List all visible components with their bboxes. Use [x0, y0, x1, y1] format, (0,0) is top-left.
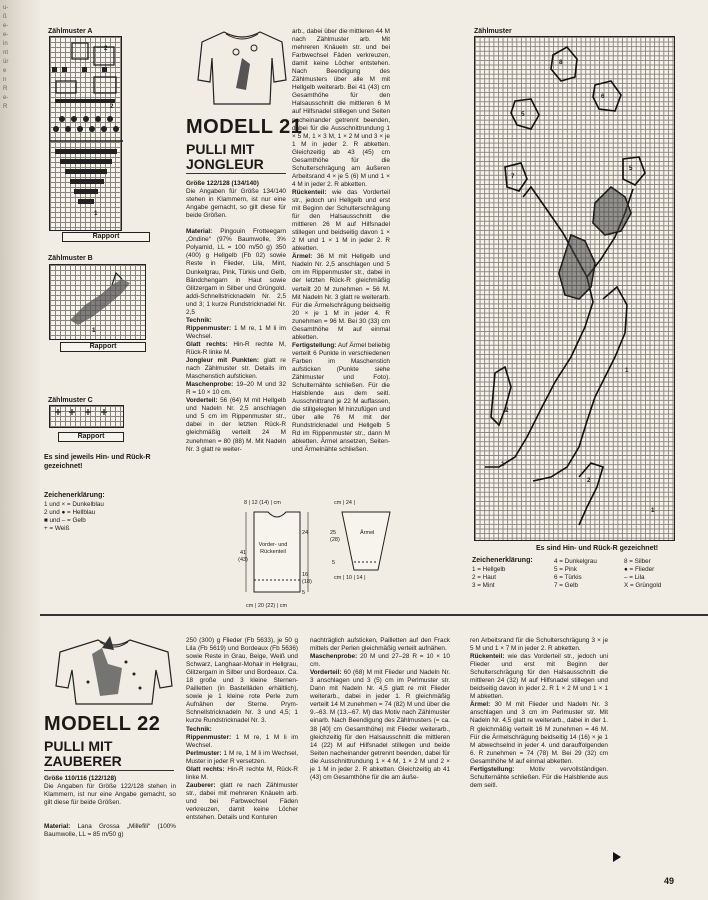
modell22-technik-label: Technik: — [186, 725, 212, 733]
modell21-rueck-label: Rückenteil: — [292, 188, 327, 196]
modell21-glatt-text: Hin-R rechte M, Rück-R linke M. — [186, 340, 286, 356]
modell22-rueck-text: wie das Vorderteil str., jedoch uni Flieder und erst mit Beginn der Schulterschrägung für den Halsausschnitt die mittleren 24 (32) M auf Hilfsnadel stillegen und beidseitig davon in jeder 2. R 1 × 2 M und 1 × 1 M abketten. — [470, 653, 608, 701]
right-legend-c3-2: ● = Flieder — [624, 566, 655, 573]
diagram-sleeve-left-measure-b: 5 — [332, 560, 336, 566]
chart-a-number-2: 2 — [110, 103, 114, 110]
modell22-vorder-text: 60 (68) M mit Flieder und Nadeln Nr. 3 anschlagen und 3 (5) cm im Perlmuster str. Dann mit Nadeln Nr. 4,5 glatt re mit Flieder weiterarb., dabei in jeder 1. R gleichmäßig verteilt 14 M zunehmen = 74 (82) M und über die 9.–63. M (13.–67. M) das Motiv nach Zählmuster einarb. Nach Beendigung des Zählmusters (= ca. 38 [40] cm Gesamthöhe) mit Flieder weiterarb., gleichzeitig für den Halsausschnitt die mittleren 14 (22) M auf Hilfsnadel stillegen und beide Seiten nacheinander getrennt beenden, dabei für die Ausschnittrundung 1 × 4 M, 1 × 2 M und 2 × je 1 M in jeder 2. R abketten. Gleichzeitig ab 41 (43) cm Gesamthöhe für die am äuße- — [310, 669, 451, 781]
modell22-fertig-text: Motiv vervollständigen. Schulternähte schließen. Für die Halsblende aus dem seitl. — [470, 765, 608, 789]
right-chart-number-2b: 2 — [587, 477, 591, 484]
diagram-sleeve-left-measure: 25 (28) — [330, 530, 340, 543]
left-charts-note: Es sind jeweils Hin- und Rück-R gezeichnet! — [44, 454, 151, 470]
chart-b-number: 1 — [92, 327, 96, 334]
diagram-front-top-measure: 8 | 12 (14) | cm — [244, 500, 281, 506]
modell22-maschen-text: 20 M und 27–28 R = 10 × 10 cm. — [310, 653, 450, 669]
diagram-front-right-measure-a: 24 — [302, 530, 309, 536]
diagram-front-left-measure: 41 (43) — [238, 550, 248, 563]
right-legend-title: Zeichenerklärung: — [472, 557, 533, 564]
continue-arrow-icon — [612, 851, 622, 863]
right-legend-c3-1: 8 = Silber — [624, 558, 651, 565]
modell22-subtitle-2: ZAUBERER — [44, 753, 122, 769]
modell21-vorder-label: Vorderteil: — [186, 397, 218, 405]
section-divider — [40, 614, 708, 616]
chart-c-grid — [49, 405, 124, 428]
right-legend-c2-3: 6 = Türkis — [554, 574, 582, 581]
right-chart-number-5a: 5 — [521, 111, 525, 118]
right-legend-c2-2: 5 = Pink — [554, 566, 577, 573]
page-number: 49 — [664, 876, 675, 886]
right-legend-c3-4: X = Grüngold — [624, 582, 662, 589]
modell22-size-text: Die Angaben für Größe 122/128 stehen in Klammern, ist nur eine Angabe gemacht, so gilt diese für beide Größen. — [44, 783, 176, 807]
modell21-vorder-text: 56 (64) M mit Hellgelb und Nadeln Nr. 2,5 anschlagen und 5 cm im Rippenmuster str., dabei in der letzten Rück-R gleichmäßig verteilt 24 M zunehmen = 80 (88) M. Mit Nadeln Nr. 3 glatt re weiter- — [186, 397, 286, 453]
chart-a-motif — [50, 37, 123, 232]
modell22-zauber-label: Zauberer: — [186, 781, 216, 789]
right-chart-number-6: 6 — [601, 93, 605, 100]
modell22-maschen-label: Maschenprobe: — [310, 653, 358, 661]
right-chart-number-2a: 2 — [505, 407, 509, 414]
jongleur-chart-grid — [474, 36, 675, 541]
modell21-fertig-text: Auf Ärmel beliebig verteilt 6 Punkte in verschiedenen Farben im Maschenstich aufsticken (Punkte siehe Zählmuster und Foto). Schulternähte schließen. Für die Halsblende aus dem seitl. Ausschnittrand je 22 M auffassen, die stillgelegten M hinzufügen und über alle 76 M mit der Rundstricknadel und Hellgelb 5 Rd im Rippenmuster str., dann M abketten. Ärmel ansetzen, Seiten- und Ärmelnähte schließen. — [292, 341, 390, 454]
left-legend-title: Zeichenerklärung: — [44, 492, 105, 499]
modell21-aermel-text: 36 M mit Hellgelb und Nadeln Nr. 2,5 anschlagen und 5 cm im Rippenmuster str., dabei in der letzten Rück-R gleichmäßig verteilt 20 M zunehmen = 56 M. Mit Nadeln Nr. 3 glatt re weiterarb. Für die Ärmelschrägung beidseitig 20 × je 1 M in jeder 4. R zunehmen = 96 M. Bei 30 (33) cm Gesamthöhe M auf einmal abketten. — [292, 253, 390, 341]
diagram-front-right-measure-b: 16 (18) — [302, 572, 312, 585]
right-chart-note: Es sind Hin- und Rück-R gezeichnet! — [536, 545, 659, 552]
modell22-glatt-label: Glatt rechts: — [186, 765, 225, 773]
modell22-material-text: Lana Grossa „Millefili“ (100% Baumwolle, LL = 85 m/50 g) — [44, 823, 176, 839]
modell22-zauber-text: glatt re nach Zählmuster str., dabei mit mehreren Knäueln arb. und bei Farbwechsel Fäden verkreuzen, damit keine Löcher entstehen. Details und Konturen — [186, 781, 298, 822]
modell21-size-text: Die Angaben für Größe 134/140 stehen in Klammern, ist nur eine Angabe gemacht, so gilt diese für beide Größen. — [186, 188, 286, 220]
right-legend-c2-1: 4 = Dunkelgrau — [554, 558, 597, 565]
diagram-front-label: Vorder- und Rückenteil — [258, 542, 288, 555]
chart-b-grid — [49, 264, 146, 340]
right-legend-c3-3: – = Lila — [624, 574, 645, 581]
chart-a-title: Zählmuster A — [48, 28, 93, 35]
modell22-aermel-text: 30 M mit Flieder und Nadeln Nr. 3 anschlagen und 3 cm im Perlmuster str. Mit Nadeln Nr. 4,5 glatt re weiterarb., dabei in der 1. R gleichmäßig verteilt 16 M zunehmen = 46 M. Für die Ärmelschrägung beidseitig 14 (16) × je 1 M abwechselnd in jeder 4. und darauffolgenden 6. R zunehmen = 74 (78) M. Bei 29 (32) cm Gesamthöhe M auf einmal abketten. — [470, 701, 608, 765]
modell22-col3-text: ren Arbeitsrand für die Schulterschrägung 3 × je 5 M und 1 × 7 M in jeder 2. R abketten. — [470, 637, 608, 653]
modell22-column-0 — [44, 775, 176, 839]
chart-a-rapport: Rapport — [62, 232, 150, 242]
modell22-glatt-text: Hin-R rechte M, Rück-R linke M. — [186, 765, 298, 781]
modell21-subtitle-2: JONGLEUR — [186, 156, 264, 172]
chart-c-rapport: Rapport — [58, 432, 124, 442]
right-chart-number-1b: 1 — [625, 367, 629, 374]
modell21-material-text: Pingouin Frotteegarn „Ondine“ (97% Baumwolle, 3% Polyamid, LL = 100 m/50 g) 350 (400) g Hellgelb (Fb 02) sowie Reste in Flieder, Lila, Mint, Dunkelgrau, Pink, Türkis und Gelb, Bändchengarn in Haut sowie Glitzergarn in Silber und Grüngold. addi-Schnellstricknadeln Nr. 2,5 und 3; 1 kurze Rundstricknadel Nr. 2,5 — [186, 228, 286, 316]
left-legend-item-2: 2 und ● = Hellblau — [44, 509, 96, 516]
left-legend-item-1: 1 und × = Dunkelblau — [44, 501, 104, 508]
modell22-perl-label: Perlmuster: — [186, 749, 222, 757]
modell21-rippen-label: Rippenmuster: — [186, 324, 232, 332]
right-chart-number-7: 7 — [511, 173, 515, 180]
chart-a-number-1: 2 — [104, 45, 108, 52]
diagram-front-right-measure-c: 5 — [302, 590, 306, 596]
modell21-jongleur-text: glatt re nach Zählmuster str. Details im Maschenstich aufsticken. — [186, 357, 286, 381]
modell22-rippen-label: Rippenmuster: — [186, 733, 232, 741]
modell22-vorder-label: Vorderteil: — [310, 669, 342, 677]
modell22-column-1 — [186, 637, 298, 822]
modell22-subtitle-1: PULLI MIT — [44, 738, 113, 754]
modell22-rippen-text: 1 M re, 1 M li im Wechsel. — [186, 733, 298, 749]
modell21-column-1 — [186, 180, 286, 454]
modell21-rueck-text: wie das Vorderteil str., jedoch uni Hellgelb und erst mit Beginn der Schulterschrägung für den Halsausschnitt die mittleren 26 M auf Hilfsnadel stillegen und beidseitig davon 1 × 2 M und 1 × 1 M in jeder 2. R abketten. — [292, 188, 390, 253]
modell22-title: MODELL 22 — [44, 713, 161, 735]
diagram-sleeve-top-measure: cm | 24 | — [334, 500, 355, 506]
right-legend-c1-1: 1 = Hellgelb — [472, 566, 506, 573]
right-chart-number-1c: 1 — [651, 507, 655, 514]
modell21-subtitle-1: PULLI MIT — [186, 141, 255, 157]
chart-c-motif — [50, 406, 125, 429]
sweater-jongleur-sketch — [196, 28, 288, 108]
right-chart-title: Zählmuster — [474, 28, 512, 35]
modell22-column-2 — [310, 637, 450, 782]
modell21-title: MODELL 21 — [186, 116, 303, 138]
right-chart-number-1a: 1 — [501, 461, 505, 468]
chart-b-title: Zählmuster B — [48, 255, 93, 262]
chart-a-grid — [49, 36, 122, 231]
modell21-glatt-label: Glatt rechts: — [186, 340, 228, 348]
page-binding — [0, 0, 40, 900]
right-legend-c1-2: 2 = Haut — [472, 574, 496, 581]
right-chart-number-8: 8 — [559, 59, 563, 66]
modell21-material-label: Material: — [186, 228, 213, 236]
modell22-col2-text: nachträglich aufsticken, Pailletten auf den Frack mittels der Perlen gleichmäßig verteilt aufnähen. — [310, 637, 450, 653]
modell21-jongleur-label: Jongleur mit Punkten: — [186, 357, 260, 365]
modell21-aermel-label: Ärmel: — [292, 253, 313, 261]
modell22-material-label: Material: — [44, 823, 71, 831]
modell22-column-3 — [470, 637, 608, 790]
diagram-sleeve-bottom-measure: cm | 10 | 14 | — [334, 575, 366, 581]
modell21-maschen-text: 19–20 M und 32 R = 10 × 10 cm. — [186, 381, 286, 397]
right-legend-c2-4: 7 = Gelb — [554, 582, 578, 589]
modell22-perl-text: 1 M re, 1 M li im Wechsel, Muster in jeder R versetzen. — [186, 749, 299, 765]
chart-b-rapport: Rapport — [60, 342, 146, 352]
left-legend-item-4: + = Weiß — [44, 525, 70, 532]
modell22-fertig-label: Fertigstellung: — [470, 765, 515, 773]
modell21-rippen-text: 1 M re, 1 M li im Wechsel. — [186, 324, 286, 340]
modell22-aermel-label: Ärmel: — [470, 701, 491, 709]
modell21-fertig-label: Fertigstellung: — [292, 341, 337, 349]
sweater-zauberer-sketch — [52, 634, 176, 706]
modell22-size-label: Größe 110/116 (122/128) — [44, 775, 117, 782]
jongleur-chart-motif — [475, 37, 676, 542]
left-legend-item-3: ■ und – = Gelb — [44, 517, 86, 524]
modell22-rueck-label: Rückenteil: — [470, 653, 505, 661]
right-chart-number-5b: 5 — [629, 165, 633, 172]
modell21-col2-text: arb., dabei über die mittleren 44 M nach Zählmuster arb. Mit mehreren Knäueln str. und bei Farbwechsel Fäden verkreuzen, damit keine Löcher entstehen. Nach Beendigung des Zählmusters über alle M mit Hellgelb weiterarb. Bei 41 (43) cm Gesamthöhe für den Halsausschnitt die mittleren 6 M auf Hilfsnadel stillegen und Seiten nacheinander getrennt beenden, dabei für die Ausschnittrundung 1 × 5 M, 1 × 3 M, 1 × 2 M und 3 × je 1 M in jeder 2. R abketten. Gleichzeitig ab 43 (45) cm Gesamthöhe für die Schulterschrägung am äußeren Arbeitsrand 4 × je 5 (6) M und 1 × 4 M in jeder 2. R abketten. — [292, 28, 390, 188]
modell21-technik-label: Technik: — [186, 316, 212, 324]
modell22-col1-text: 250 (300) g Flieder (Fb 5633), je 50 g Lila (Fb 5619) und Bordeaux (Fb 5636) sowie Reste in Grau, Beige, Weiß und Schwarz, Langhaar-Mohair in Hellgrau, Glitzergarn in Silber und Bordeaux. Ca. 18 große und 3 kleine Sternen-Pailletten (in Bastelläden erhältlich), sowie je 1 kleine rote Perle zum Aufnähen der Sterne. Prym-Schnellstricknadeln Nr. 3 und 4,5; 1 kurze Rundstricknadel Nr. 3. — [186, 637, 298, 725]
diagram-front-bottom-measure: cm | 20 (22) | cm — [246, 603, 288, 609]
chart-c-title: Zählmuster C — [48, 397, 93, 404]
right-legend-c1-3: 3 = Mint — [472, 582, 495, 589]
modell21-maschen-label: Maschenprobe: — [186, 381, 234, 389]
binding-edge-text: u- ß e- e- in nt ür e n R e- R — [3, 5, 9, 110]
chart-b-motif — [50, 265, 147, 341]
modell21-size-label: Größe 122/128 (134/140) — [186, 180, 259, 187]
modell21-column-2 — [292, 28, 390, 454]
chart-a-number-3: 1 — [94, 210, 98, 217]
diagram-sleeve-label: Ärmel — [360, 530, 375, 536]
